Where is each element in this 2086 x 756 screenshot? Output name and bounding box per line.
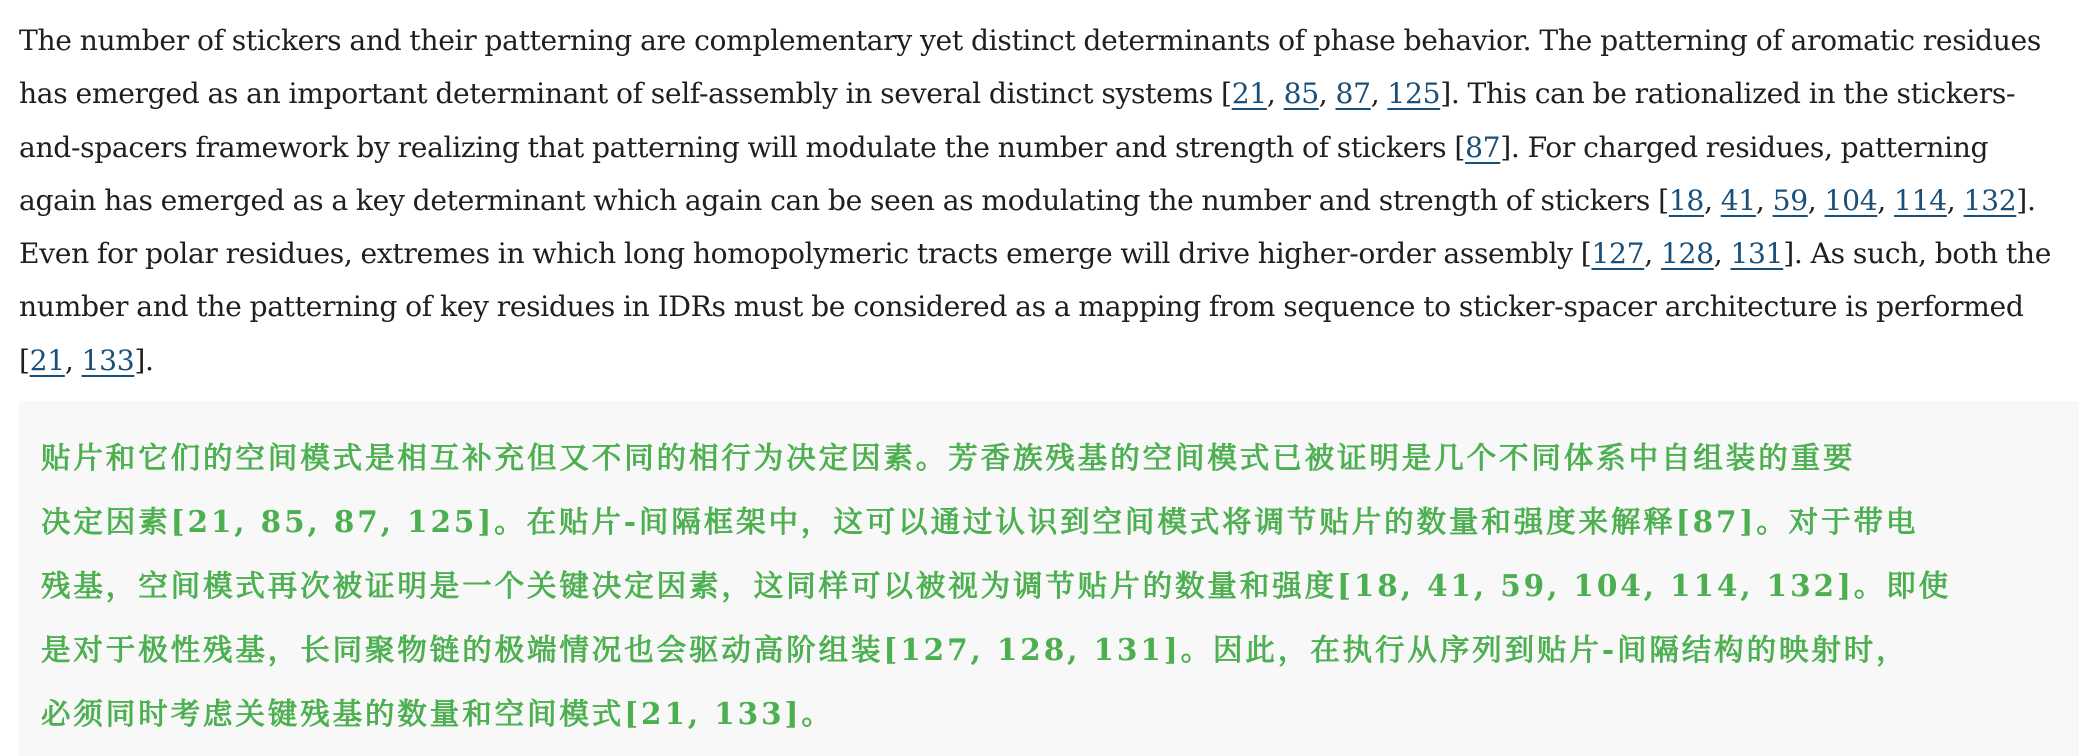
- english-text-line: [19, 174, 2079, 227]
- text-run: ,: [1946, 183, 1964, 217]
- english-text-line: [19, 67, 2079, 120]
- citation-link[interactable]: 133: [81, 343, 135, 377]
- text-run: ].: [134, 343, 154, 377]
- text-run: ,: [64, 343, 82, 377]
- text-run: ].: [2016, 183, 2036, 217]
- text-run: ,: [1266, 77, 1284, 111]
- english-paragraph: [19, 14, 2079, 387]
- text-run: ]. This can be rationalized in the stickers-: [1440, 77, 2016, 111]
- citation-link[interactable]: 87: [1335, 77, 1371, 111]
- text-run: ,: [1713, 237, 1731, 271]
- chinese-translation-paragraph: [41, 426, 2071, 746]
- english-text-line: [19, 14, 2079, 67]
- citation-link[interactable]: 128: [1660, 237, 1714, 271]
- citation-link[interactable]: 85: [1283, 77, 1319, 111]
- citation-link[interactable]: 59: [1772, 183, 1808, 217]
- citation-link[interactable]: 21: [29, 343, 65, 377]
- text-run: The number of stickers and their patterning are complementary yet distinct determinants of phase behavior. The patterning of aromatic residues: [19, 24, 2041, 57]
- text-run: number and the patterning of key residues in IDRs must be considered as a mapping from sequence to sticker-spacer architecture is performed: [19, 290, 2024, 324]
- english-text-line: [19, 280, 2079, 333]
- text-run: ,: [1644, 237, 1661, 271]
- english-text-line: [19, 334, 2079, 387]
- text-run: ,: [1755, 183, 1773, 217]
- citation-link[interactable]: 125: [1387, 77, 1441, 111]
- text-run: ]. For charged residues, patterning: [1500, 130, 1989, 164]
- translation-line: 是对于极性残基，长同聚物链的极端情况也会驱动高阶组装[127, 128, 131]。因此，在执行从序列到贴片-间隔结构的映射时，: [41, 632, 1909, 667]
- english-text-line: [19, 227, 2079, 280]
- citation-link[interactable]: 132: [1963, 183, 2017, 217]
- translation-block: [19, 401, 2079, 756]
- english-text-line: [19, 121, 2079, 174]
- citation-link[interactable]: 131: [1730, 237, 1784, 271]
- text-run: has emerged as an important determinant of self-assembly in several distinct systems [: [19, 77, 1232, 111]
- translation-line: 残基，空间模式再次被证明是一个关键决定因素，这同样可以被视为调节贴片的数量和强度[18, 41, 59, 104, 114, 132]。即使: [41, 568, 1952, 603]
- text-run: Even for polar residues, extremes in which long homopolymeric tracts emerge will drive higher-order assembly [: [19, 237, 1592, 271]
- citation-link[interactable]: 104: [1824, 183, 1878, 217]
- translation-line: 贴片和它们的空间模式是相互补充但又不同的相行为决定因素。芳香族残基的空间模式已被证明是几个不同体系中自组装的重要: [41, 440, 1856, 475]
- citation-link[interactable]: 21: [1231, 77, 1267, 111]
- text-run: ,: [1807, 183, 1825, 217]
- text-run: again has emerged as a key determinant which again can be seen as modulating the number and strength of stickers [: [19, 183, 1669, 217]
- text-run: ,: [1703, 183, 1721, 217]
- text-run: ,: [1877, 183, 1895, 217]
- citation-link[interactable]: 18: [1668, 183, 1704, 217]
- text-run: ,: [1370, 77, 1388, 111]
- text-run: ]. As such, both the: [1783, 237, 2052, 271]
- translation-line: 决定因素[21, 85, 87, 125]。在贴片-间隔框架中，这可以通过认识到空间模式将调节贴片的数量和强度来解释[87]。对于带电: [41, 504, 1919, 539]
- text-run: ,: [1318, 77, 1336, 111]
- text-run: [: [19, 343, 30, 377]
- citation-link[interactable]: 127: [1591, 237, 1645, 271]
- translation-line: 必须同时考虑关键残基的数量和空间模式[21, 133]。: [41, 696, 834, 731]
- citation-link[interactable]: 41: [1720, 183, 1756, 217]
- citation-link[interactable]: 87: [1465, 130, 1501, 164]
- text-run: and-spacers framework by realizing that patterning will modulate the number and strength of stickers [: [19, 130, 1466, 164]
- citation-link[interactable]: 114: [1894, 183, 1947, 217]
